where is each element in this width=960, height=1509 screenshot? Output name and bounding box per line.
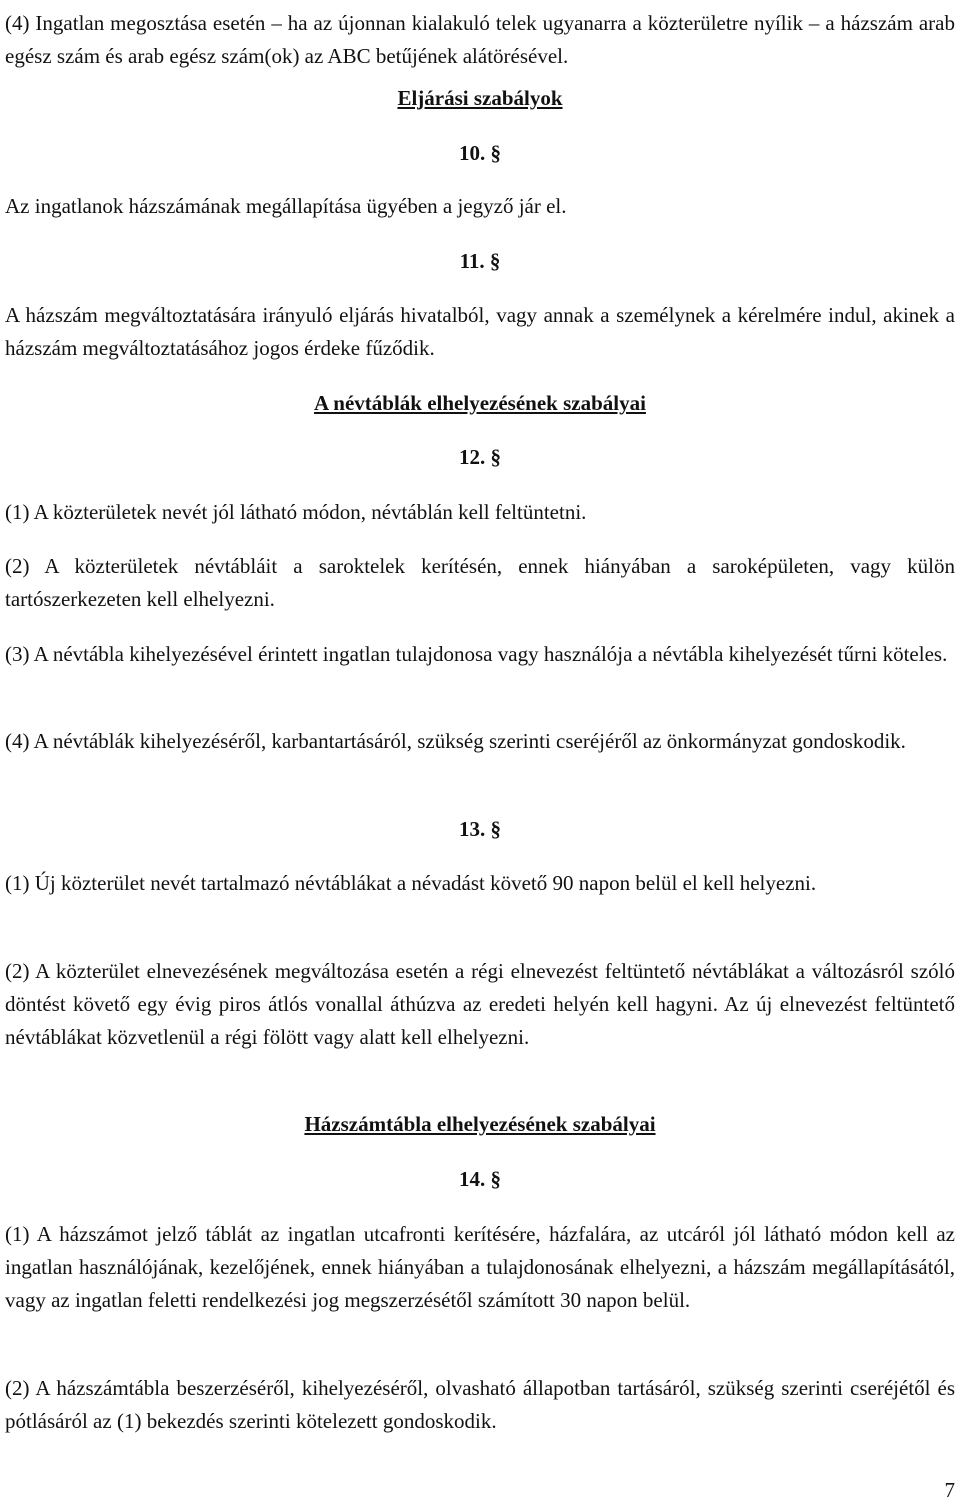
- paragraph-13-2: (2) A közterület elnevezésének megváltozása esetén a régi elnevezést feltüntető névtáblákat a változásról szóló döntést követő egy évig piros átlós vonallal áthúzva az eredeti helyén kell hagyni. Az új elnevezést feltüntető névtáblákat közvetlenül a régi fölött vagy alatt kell elhelyezni.: [5, 959, 955, 1049]
- section-14: 14. §: [459, 1167, 501, 1191]
- heading-hazszamtabla: Házszámtábla elhelyezésének szabályai: [304, 1112, 656, 1136]
- paragraph-12-4: (4) A névtáblák kihelyezéséről, karbantartásáról, szükség szerinti cseréjéről az önkormányzat gondoskodik.: [5, 729, 906, 753]
- section-11: 11. §: [459, 249, 501, 273]
- section-12: 12. §: [459, 445, 501, 469]
- paragraph-14-1: (1) A házszámot jelző táblát az ingatlan utcafronti kerítésére, házfalára, az utcáról jól látható módon kell az ingatlan használójának, kezelőjének, ennek hiányában a tulajdonosának elhelyezni, a házszám megállapításától, vagy az ingatlan feletti rendelkezési jog megszerzésétől számított 30 napon belül.: [5, 1222, 955, 1312]
- paragraph-12-3: (3) A névtábla kihelyezésével érintett ingatlan tulajdonosa vagy használója a névtábla kihelyezését tűrni köteles.: [5, 642, 948, 666]
- paragraph-14-2: (2) A házszámtábla beszerzéséről, kihelyezéséről, olvasható állapotban tartásáról, szükség szerinti cseréjétől és pótlásáról az (1) bekezdés szerinti kötelezett gondoskodik.: [5, 1376, 955, 1433]
- section-13: 13. §: [459, 817, 501, 841]
- heading-eljarasi-szabalyok: Eljárási szabályok: [397, 86, 563, 110]
- paragraph-12-1: (1) A közterületek nevét jól látható módon, névtáblán kell feltüntetni.: [5, 500, 587, 524]
- paragraph-12-2: (2) A közterületek névtábláit a saroktelek kerítésén, ennek hiányában a saroképületen, vagy külön tartószerkezeten kell elhelyezni.: [5, 554, 955, 611]
- paragraph-13-1: (1) Új közterület nevét tartalmazó névtáblákat a névadást követő 90 napon belül el kell helyezni.: [5, 871, 817, 895]
- paragraph-9-4: (4) Ingatlan megosztása esetén – ha az újonnan kialakuló telek ugyanarra a közterületre nyílik – a házszám arab egész szám és arab egész szám(ok) az ABC betűjének alátörésével.: [5, 11, 955, 68]
- paragraph-11: A házszám megváltoztatására irányuló eljárás hivatalból, vagy annak a személynek a kérelmére indul, akinek a házszám megváltoztatásához jogos érdeke fűződik.: [5, 303, 955, 360]
- page-number: 7: [944, 1478, 955, 1502]
- section-10: 10. §: [459, 141, 501, 165]
- heading-nevtablak: A névtáblák elhelyezésének szabályai: [314, 391, 646, 415]
- paragraph-10: Az ingatlanok házszámának megállapítása ügyében a jegyző jár el.: [5, 194, 567, 218]
